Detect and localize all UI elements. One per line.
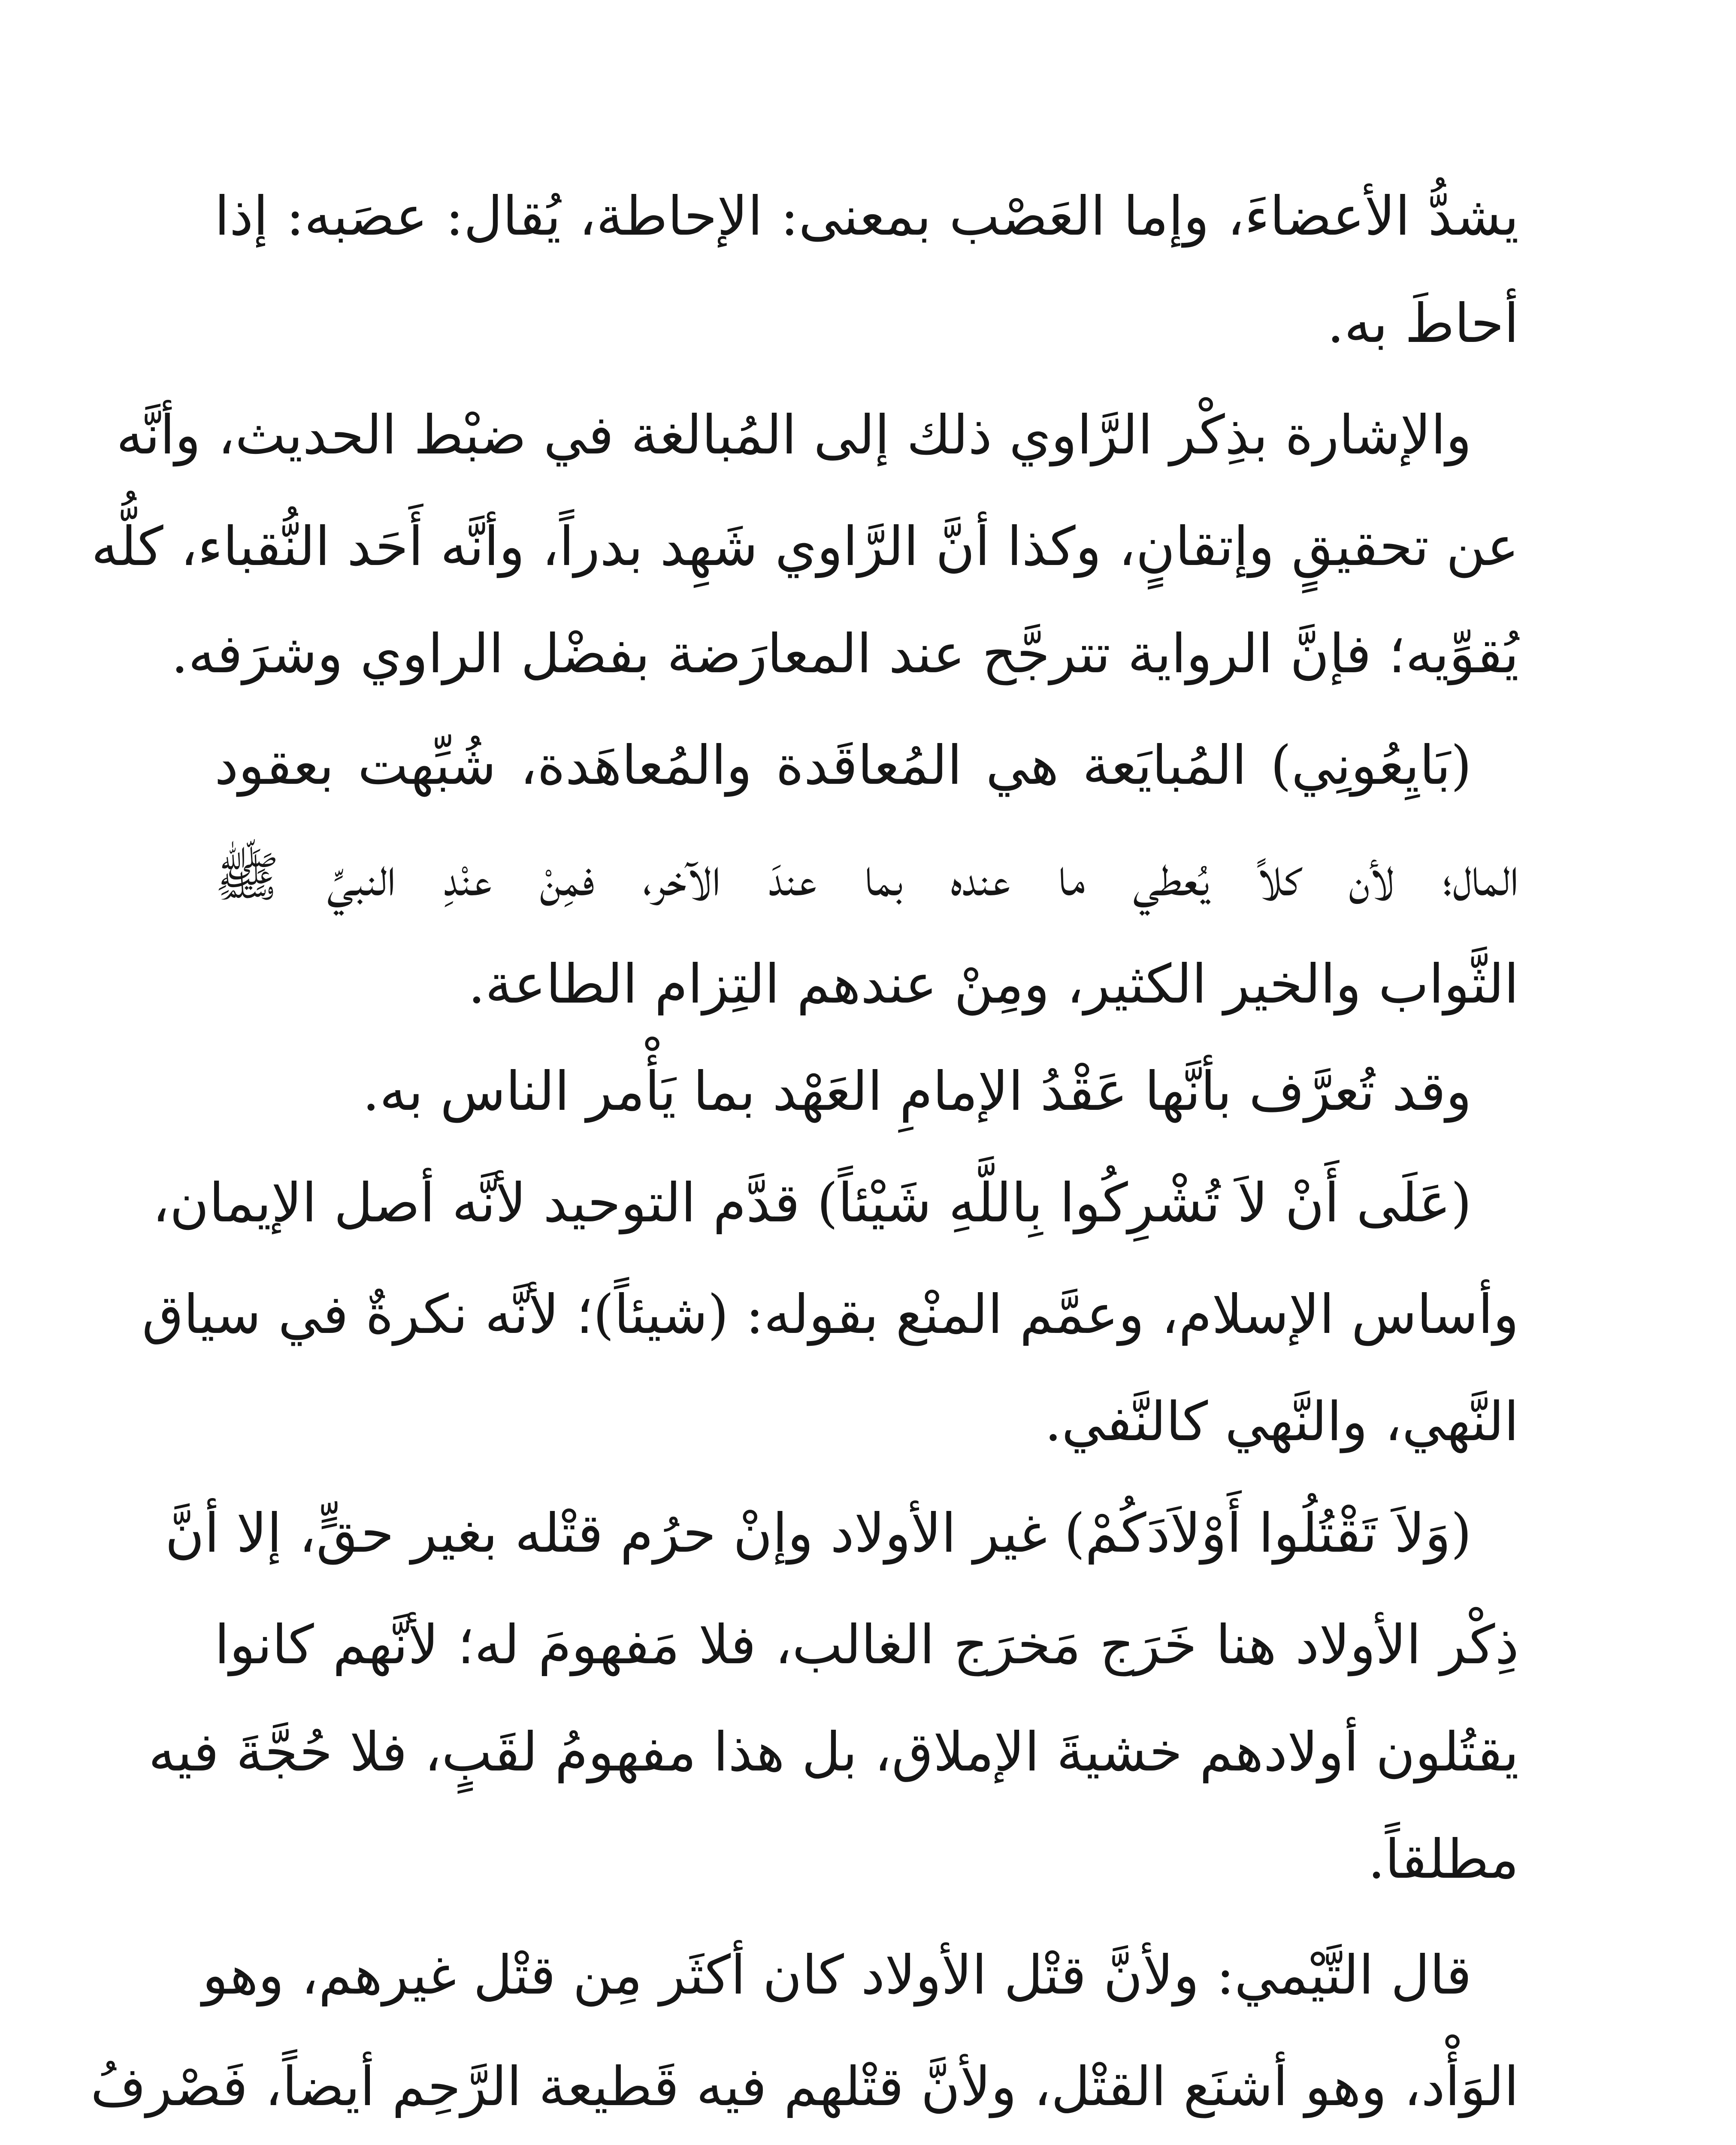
text-line: يُقوِّيه؛ فإنَّ الرواية تترجَّح عند المعارَضة بفضْل الراوي وشرَفه. bbox=[171, 623, 1519, 685]
text-line: وقد تُعرَّف بأنَّها عَقْدُ الإمامِ العَهْد بما يَأْمر الناس به. bbox=[362, 1060, 1472, 1123]
text-line: الوَأْد، وهو أشنَع القتْل، ولأنَّ قتْلهم فيه قَطيعة الرَّحِم أيضاً، فَصْرفُ bbox=[90, 2056, 1519, 2118]
text-line: (بَايِعُونِي) المُبايَعة هي المُعاقَدة والمُعاهَدة، شُبِّهت بعقود bbox=[215, 734, 1472, 797]
text-line: (وَلاَ تَقْتُلُوا أَوْلاَدَكُمْ) غير الأولاد وإنْ حرُم قتْله بغير حقٍّ، إلا أنَّ bbox=[165, 1502, 1472, 1565]
text-line: والإشارة بذِكْر الرَّاوي ذلك إلى المُبالغة في ضبْط الحديث، وأنَّه bbox=[116, 404, 1472, 466]
text-line: عن تحقيقٍ وإتقانٍ، وكذا أنَّ الرَّاوي شَهِد بدراً، وأنَّه أَحَد النُّقباء، كلُّه bbox=[91, 516, 1519, 578]
text-line: يشدُّ الأعضاءَ، وإما العَصْب بمعنى: الإحاطة، يُقال: عصَبه: إذا bbox=[215, 185, 1519, 248]
text-line: وأساس الإسلام، وعمَّم المنْع بقوله: (شيئاً)؛ لأنَّه نكرةٌ في سياق bbox=[142, 1284, 1519, 1346]
text-line bbox=[215, 2141, 1519, 2145]
text-line: النَّهي، والنَّهي كالنَّفي. bbox=[1044, 1391, 1519, 1453]
text-line: مطلقاً. bbox=[1368, 1828, 1519, 1891]
text-line: أحاطَ به. bbox=[1327, 293, 1519, 355]
document-page bbox=[90, 163, 1519, 2145]
text-line: ذِكْر الأولاد هنا خَرَج مَخرَج الغالب، فلا مَفهومَ له؛ لأنَّهم كانوا bbox=[215, 1614, 1519, 1676]
text-line: الثَّواب والخير الكثير، ومِنْ عندهم التِزام الطاعة. bbox=[468, 953, 1519, 1015]
text-line: يقتُلون أولادهم خشيةَ الإملاق، بل هذا مفهومُ لقَبٍ، فلا حُجَّةَ فيه bbox=[148, 1721, 1519, 1783]
text-line: (عَلَى أَنْ لاَ تُشْرِكُوا بِاللَّهِ شَيْئاً) قدَّم التوحيد لأنَّه أصل الإيمان، bbox=[152, 1172, 1472, 1234]
text-line: المال؛ لأن كلاً يُعطي ما عنده بما عندَ الآخر، فمِنْ عنْدِ النبيِّ ﷺ bbox=[215, 846, 1519, 908]
text-line: قال التَّيْمي: ولأنَّ قتْل الأولاد كان أكثَر مِن قتْل غيرهم، وهو bbox=[202, 1944, 1472, 2006]
